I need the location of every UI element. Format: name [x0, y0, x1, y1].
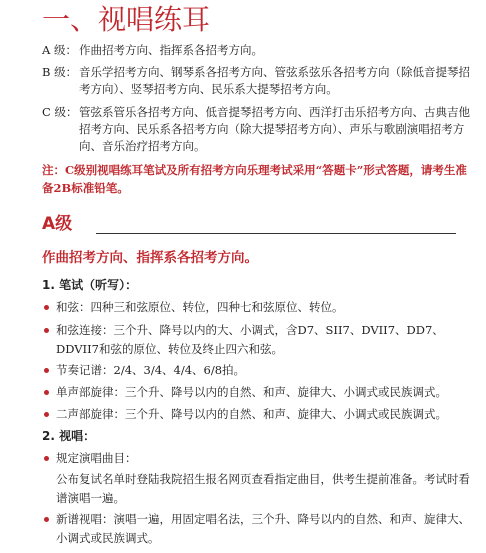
- level-tag: B 级：: [42, 65, 78, 79]
- heading-rule: [96, 233, 456, 234]
- bullet-icon: [44, 412, 49, 417]
- list-item: 规定演唱曲目：: [42, 449, 472, 468]
- bullet-icon: [44, 368, 49, 373]
- list-item: 新谱视唱：演唱一遍，用固定唱名法，三个升、降号以内的自然、和声、旋律大、小调式或民族调式。: [42, 510, 472, 548]
- list-item: 节奏记谱：2/4、3/4、4/4、6/8拍。: [42, 361, 472, 380]
- level-a-subheading: 作曲招考方向、指挥系各招考方向。: [42, 250, 258, 266]
- list-item: 和弦：四种三和弦原位、转位，四种七和弦原位、转位。: [42, 298, 472, 317]
- exam-note: 注：C级别视唱练耳笔试及所有招考方向乐理考试采用“答题卡”形式答题，请考生准备2B标准铅笔。: [42, 163, 467, 195]
- level-c-summary: [42, 104, 470, 155]
- list-item: 和弦连接：三个升、降号以内的大、小调式，含D7、SII7、DVII7、DD7、DDVII7和弦的原位、转位及终止四六和弦。: [42, 321, 472, 359]
- bullet-icon: [44, 390, 49, 395]
- bullet-icon: [44, 305, 49, 310]
- level-text: 音乐学招考方向、钢琴系各招考方向、管弦系弦乐各招考方向（除低音提琴招考方向）、竖琴招考方向、民乐系大提琴招考方向。: [79, 65, 470, 96]
- list-item: 二声部旋律：三个升、降号以内的自然、和声、旋律大、小调式或民族调式。: [42, 405, 472, 424]
- level-text: 作曲招考方向、指挥系各招考方向。: [79, 43, 263, 57]
- level-tag: A 级：: [42, 43, 77, 57]
- sight-singing-heading: 2. 视唱：: [42, 429, 96, 443]
- required-repertoire-detail: 公布复试名单时登陆我院招生报名网页查看指定曲目，供考生提前准备。考试时看谱演唱一遍。: [56, 472, 470, 505]
- bullet-icon: [44, 328, 49, 333]
- written-test-heading: 1. 笔试（听写）：: [42, 278, 138, 292]
- bullet-icon: [44, 517, 49, 522]
- level-a-heading: A级: [42, 214, 73, 234]
- level-b-summary: [42, 64, 470, 98]
- level-tag: C 级：: [42, 105, 78, 119]
- level-text: 管弦系管乐各招考方向、低音提琴招考方向、西洋打击乐招考方向、古典吉他招考方向、民乐系各招考方向（除大提琴招考方向）、声乐与歌剧演唱招考方向、音乐治疗招考方向。: [79, 105, 470, 153]
- list-item: 单声部旋律：三个升、降号以内的自然、和声、旋律大、小调式或民族调式。: [42, 383, 472, 402]
- bullet-icon: [44, 456, 49, 461]
- section-title: 一、视唱练耳: [42, 3, 211, 36]
- level-a-summary: [42, 42, 470, 59]
